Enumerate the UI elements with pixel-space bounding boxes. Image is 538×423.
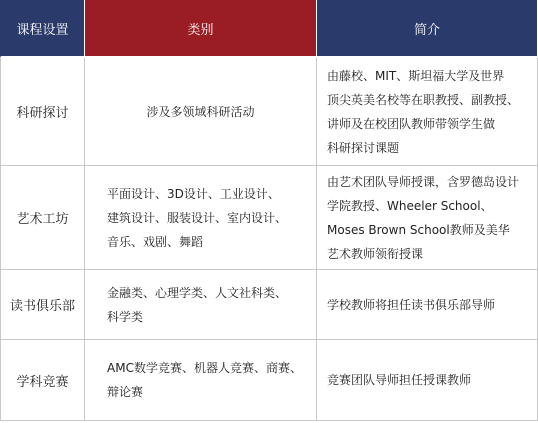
category-line: 涉及多领域科研活动 (146, 104, 255, 119)
intro-line: 讲师及在校团队教师带领学生做 (327, 116, 496, 131)
category-cell (85, 58, 317, 166)
category-line: 金融类、心理学类、人文社科类、 (107, 285, 288, 300)
course-name-cell (0, 166, 85, 270)
course-name-cell (0, 270, 85, 340)
category-text (85, 100, 316, 124)
intro-line: 学校教师将担任读书俱乐部导师 (327, 297, 496, 312)
intro-line: 由艺术团队导师授课，含罗德岛设计 (327, 174, 520, 189)
intro-line: 由藤校、MIT、斯坦福大学及世界 (327, 68, 505, 83)
intro-cell (317, 270, 538, 340)
intro-text (317, 293, 495, 317)
table-row (0, 270, 538, 340)
header-course (0, 0, 85, 58)
course-name-cell (0, 340, 85, 421)
intro-cell (317, 166, 538, 270)
intro-line: 顶尖英美名校等在职教授、副教授、 (327, 92, 520, 107)
intro-text (317, 170, 519, 266)
header-category (85, 0, 317, 58)
category-cell (85, 270, 317, 340)
table-row (0, 58, 538, 166)
category-text (85, 356, 302, 404)
course-name: 科研探讨 (16, 106, 69, 121)
intro-line: 学院教授、Wheeler School、 (327, 198, 493, 213)
intro-cell (317, 340, 538, 421)
table-header (0, 0, 538, 58)
category-line: 辩论赛 (107, 385, 144, 399)
intro-text (317, 368, 471, 392)
course-name: 学科竞赛 (16, 374, 69, 390)
header-category-label: 类别 (187, 22, 214, 38)
intro-line: 科研探讨课题 (327, 140, 400, 155)
category-line: 平面设计、3D设计、工业设计、 (107, 186, 280, 201)
intro-line: Moses Brown School教师及美华 (327, 222, 510, 237)
intro-cell (317, 58, 538, 166)
intro-text (317, 64, 519, 160)
header-intro-label: 简介 (413, 22, 440, 38)
intro-line: 竞赛团队导师担任授课教师 (327, 373, 472, 387)
intro-line: 艺术教师领衔授课 (327, 246, 424, 261)
table-row (0, 166, 538, 270)
header-intro (317, 0, 538, 58)
course-name: 艺术工坊 (16, 212, 69, 227)
category-cell (85, 340, 317, 421)
course-name: 读书俱乐部 (9, 299, 75, 314)
category-line: 建筑设计、服装设计、室内设计、 (107, 210, 288, 225)
category-line: AMC数学竞赛、机器人竞赛、商赛、 (107, 361, 302, 375)
category-line: 科学类 (107, 309, 144, 324)
category-cell (85, 166, 317, 270)
table-row (0, 340, 538, 421)
category-line: 音乐、戏剧、舞蹈 (107, 234, 204, 249)
course-name-cell (0, 58, 85, 166)
header-course-label: 课程设置 (16, 22, 69, 38)
category-text (85, 281, 287, 329)
category-text (85, 182, 287, 254)
